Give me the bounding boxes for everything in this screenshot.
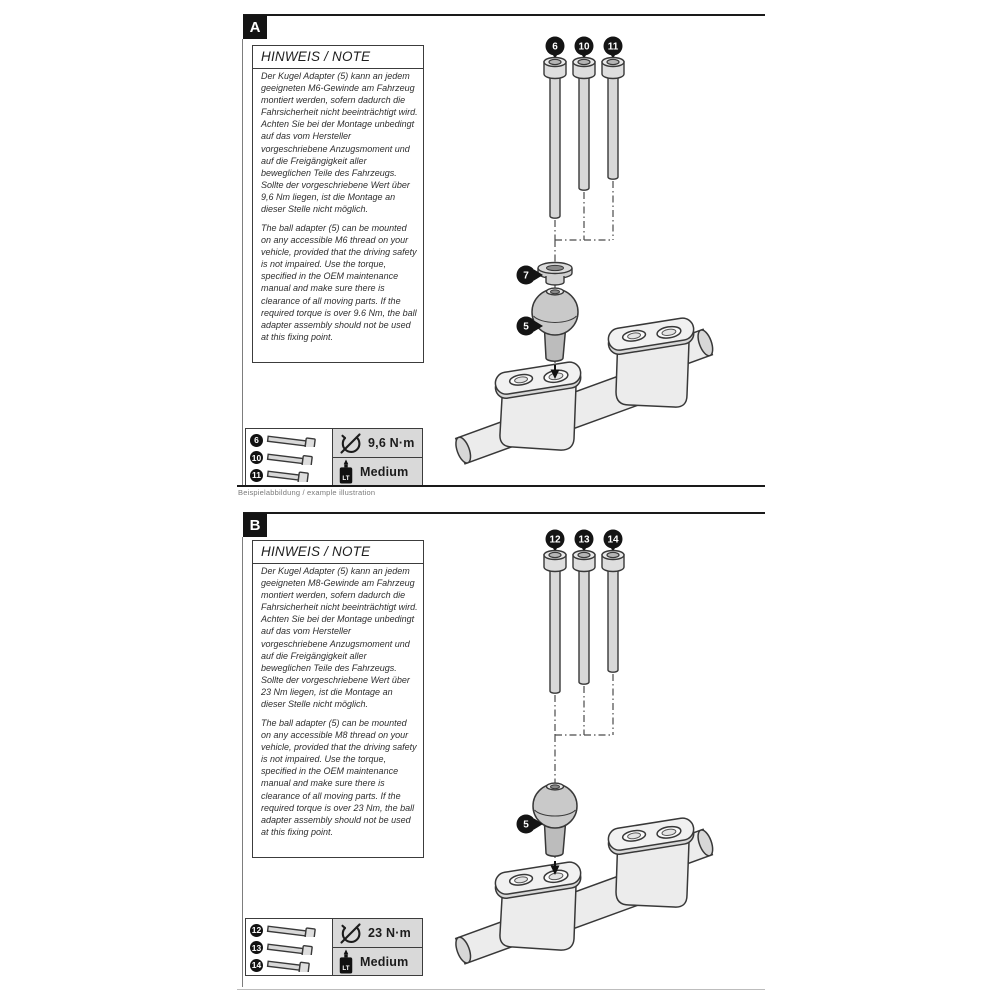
panel-a-spec-box xyxy=(245,428,423,486)
example-caption: Beispielabbildung / example illustration xyxy=(238,488,376,497)
screw-ref-label: 14 xyxy=(607,534,619,546)
ball-shank xyxy=(545,824,566,856)
spec-row xyxy=(250,432,330,448)
panel-a-label: A xyxy=(249,18,261,36)
screw-icon xyxy=(266,958,322,972)
spec-row xyxy=(250,450,330,466)
handlebar-assembly xyxy=(453,317,716,465)
screw-ref-label: 13 xyxy=(578,534,590,546)
screw-icon xyxy=(266,941,322,955)
panel-b-note-german: Der Kugel Adapter (5) kann an jedem geeigneten M8-Gewinde am Fahrzeug montiert werden, sofern dadurch die Fahrsicherheit nicht beeinträchtigt wird. Achten Sie bei der Montage unbedingt auf das vom Hersteller vorgeschriebene Anzugsmoment und auf die Freigängigkeit aller beweglichen Teile des Fahrzeugs. Sollte der vorgeschriebene Wert über 23 Nm liegen, ist die Montage an dieser Stelle nicht möglich. xyxy=(261,566,418,710)
part-badge: 6 xyxy=(250,434,263,447)
screw-socket xyxy=(578,59,590,64)
panel-a-note-title: HINWEIS / NOTE xyxy=(253,46,423,69)
panel-b-note-english: The ball adapter (5) can be mounted on any accessible M8 thread on your vehicle, provided that the driving safety is not impaired. Use the torque, specified in the OEM maintenance manual and make sure there is clearance of all moving parts. If the required torque is over 23 Nm, the ball adapter assembly should not be used at this fixing point. xyxy=(261,718,417,837)
torque-wrench-icon xyxy=(338,921,362,945)
threadlocker-bottle-icon xyxy=(338,459,354,484)
part-badge: 12 xyxy=(251,925,262,935)
screw-shaft xyxy=(579,569,589,684)
screw-socket xyxy=(578,552,590,557)
screw-figure-11 xyxy=(602,37,624,180)
spec-row xyxy=(250,922,330,938)
threadlocker-spec xyxy=(333,947,422,975)
screw-figure-12 xyxy=(544,530,566,694)
screw-socket xyxy=(607,59,619,64)
part-badge: 10 xyxy=(251,452,262,463)
panel-b-note-title: HINWEIS / NOTE xyxy=(253,541,423,564)
threadlocker-bottle-icon xyxy=(338,949,354,974)
screw-ref-label: 6 xyxy=(552,41,558,53)
panel-b-spec-values xyxy=(333,919,422,975)
screw-icon xyxy=(266,451,322,465)
washer-neck xyxy=(546,276,564,285)
panel-a-bottom-rule xyxy=(237,485,765,487)
panel-b-left-rule xyxy=(242,537,243,987)
torque-value: 9,6 N·m xyxy=(368,436,415,450)
screw-icon xyxy=(266,468,322,482)
screw-ref-label: 12 xyxy=(549,534,561,546)
spec-row xyxy=(250,957,330,973)
screw-socket xyxy=(549,552,561,557)
spec-row xyxy=(250,940,330,956)
screw-shaft xyxy=(550,76,560,218)
screw-figure-13 xyxy=(573,530,595,685)
ball-adapter-figure xyxy=(517,288,579,361)
panel-a-note-german: Der Kugel Adapter (5) kann an jedem geeigneten M6-Gewinde am Fahrzeug montiert werden, sofern dadurch die Fahrsicherheit nicht beeinträchtigt wird. Achten Sie bei der Montage unbedingt auf das vom Hersteller vorgeschriebene Anzugsmoment und auf die Freigängigkeit aller beweglichen Teile des Fahrzeugs. Sollte der vorgeschriebene Wert über 9,6 Nm liegen, ist die Montage an dieser Stelle nicht möglich. xyxy=(261,71,418,215)
part-badge: 13 xyxy=(251,942,262,953)
panel-b-spec-box xyxy=(245,918,423,976)
screw-shaft xyxy=(550,569,560,693)
ball-thread-hole-inner xyxy=(551,785,560,789)
screw-icon xyxy=(266,433,322,447)
ball-ref-label: 5 xyxy=(523,321,529,333)
panel-a-spec-screws xyxy=(246,429,333,485)
screw-shaft xyxy=(579,76,589,190)
washer-slot xyxy=(547,265,564,270)
torque-value: 23 N·m xyxy=(368,926,411,940)
panel-b-bottom-rule xyxy=(237,989,765,990)
screw-figure-14 xyxy=(602,530,624,673)
ball-adapter-figure xyxy=(517,783,578,856)
threadlocker-value: Medium xyxy=(360,954,409,969)
threadlocker-spec xyxy=(333,457,422,485)
ball-ref-label: 5 xyxy=(523,819,529,831)
panel-a-left-rule xyxy=(242,39,243,485)
screw-icon xyxy=(266,923,322,937)
screw-socket xyxy=(549,59,561,64)
panel-a-note-english: The ball adapter (5) can be mounted on any accessible M6 thread on your vehicle, provided that the driving safety is not impaired. Use the torque, specified in the OEM maintenance manual and make sure there is clearance of all moving parts. If the required torque is over 9.6 Nm, the ball adapter assembly should not be used at this fixing point. xyxy=(261,223,417,342)
part-badge: 14 xyxy=(251,960,262,970)
handlebar-assembly xyxy=(453,817,716,965)
torque-spec xyxy=(333,919,422,947)
torque-spec xyxy=(333,429,422,457)
screw-ref-label: 10 xyxy=(578,41,590,53)
panel-a-diagram xyxy=(440,14,770,489)
screw-socket xyxy=(607,552,619,557)
panel-a-note-box xyxy=(252,45,424,363)
spec-row xyxy=(250,467,330,483)
ball-thread-hole-inner xyxy=(551,290,560,294)
panel-b-note-box xyxy=(252,540,424,858)
washer-figure xyxy=(517,263,573,286)
panel-b-spec-screws xyxy=(246,919,333,975)
screw-figure-6 xyxy=(544,37,566,219)
torque-wrench-icon xyxy=(338,431,362,455)
panel-a-spec-values xyxy=(333,429,422,485)
threadlocker-value: Medium xyxy=(360,464,409,479)
threadlocker-abbr: LT xyxy=(342,965,350,973)
washer-ref-label: 7 xyxy=(523,270,529,282)
part-badge: 11 xyxy=(252,470,261,480)
screw-shaft xyxy=(608,76,618,179)
panel-b-label: B xyxy=(249,516,261,534)
screw-shaft xyxy=(608,569,618,672)
panel-b-diagram xyxy=(440,510,770,990)
panel-b-badge xyxy=(243,513,267,537)
screw-ref-label: 11 xyxy=(607,41,619,53)
threadlocker-abbr: LT xyxy=(342,475,350,483)
screw-figure-10 xyxy=(573,37,595,191)
panel-a-badge xyxy=(243,15,267,39)
